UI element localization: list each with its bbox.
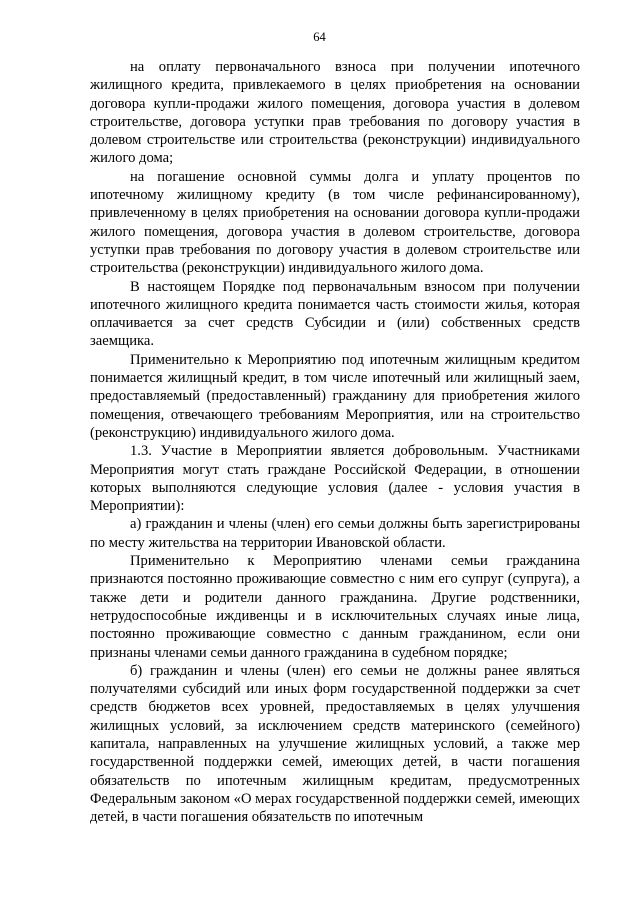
page-number: 64 (313, 30, 326, 44)
paragraph: В настоящем Порядке под первоначальным взносом при получении ипотечного жилищного кредита понимается часть стоимости жилья, которая оплачивается за счет средств Субсидии и (или) собственных средств заемщика. (90, 278, 580, 350)
paragraph: а) гражданин и члены (член) его семьи должны быть зарегистрированы по месту жительства на территории Ивановской области. (90, 516, 580, 551)
paragraph: 1.3. Участие в Мероприятии является добровольным. Участниками Мероприятия могут стать граждане Российской Федерации, в отношении которых выполняются следующие условия (далее - условия участия в Мероприятии): (90, 443, 580, 515)
paragraph: б) гражданин и члены (член) его семьи не должны ранее являться получателями субсидий или иных форм государственной поддержки за счет средств бюджетов всех уровней, предоставляемых в целях улучшения жилищных условий, за исключением средств материнского (семейного) капитала, направленных на улучшение жилищных условий, а также мер государственной поддержки семей, имеющих детей, в части погашения обязательств по ипотечным жилищным кредитам, предусмотренных Федеральным законом «О мерах государственной поддержки семей, имеющих детей, в части погашения обязательств по ипотечным (90, 662, 580, 826)
paragraph: Применительно к Мероприятию под ипотечным жилищным кредитом понимается жилищный кредит, в том числе ипотечный или жилищный заем, предоставляемый (предоставленный) гражданину для приобретения жилого помещения, отвечающего требованиям Мероприятия, или на строительство (реконструкцию) индивидуального жилого дома. (90, 351, 580, 441)
paragraph: Применительно к Мероприятию членами семьи гражданина признаются постоянно проживающие совместно с ним его супруг (супруга), а также дети и родители данного гражданина. Другие родственники, нетрудоспособные иждивенцы и в исключительных случаях иные лица, постоянно проживающие совместно с данным гражданином, если они признаны членами семьи данного гражданина в судебном порядке; (90, 553, 580, 661)
document-body (90, 58, 580, 826)
paragraph: на погашение основной суммы долга и уплату процентов по ипотечному жилищному кредиту (в том числе рефинансированному), привлеченному в целях приобретения на основании договора купли-продажи жилого помещения, договора участия в долевом строительстве, договора уступки прав требования по договору участия в долевом строительстве или строительства (реконструкции) индивидуального жилого дома. (90, 168, 580, 277)
paragraph: на оплату первоначального взноса при получении ипотечного жилищного кредита, привлекаемого в целях приобретения на основании договора купли-продажи жилого помещения, договора участия в долевом строительстве, договора уступки прав требования по договору участия в долевом строительстве или строительства (реконструкции) индивидуального жилого дома; (90, 59, 580, 167)
